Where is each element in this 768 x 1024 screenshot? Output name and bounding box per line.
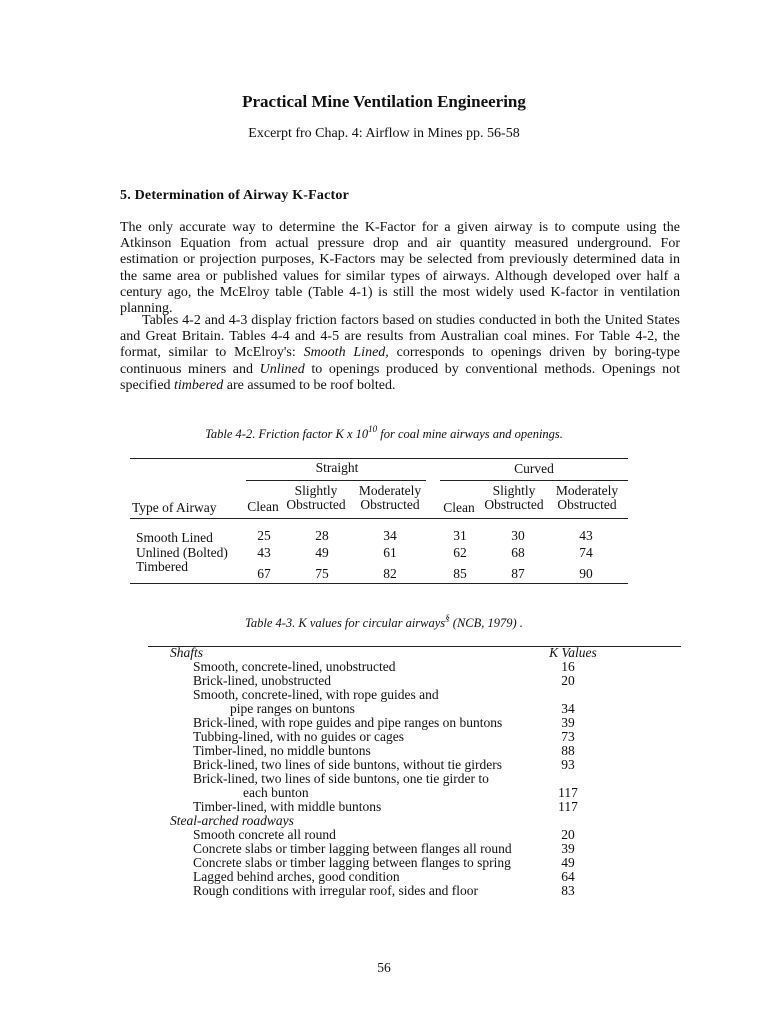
para2-smooth-lined: Smooth Lined,: [303, 345, 389, 361]
roadway-row-desc: Concrete slabs or timber lagging between flanges to spring: [193, 855, 511, 870]
shaft-row-desc: Timber-lined, with middle buntons: [193, 799, 382, 814]
paragraph-2-text: [120, 313, 680, 394]
cell: 87: [511, 566, 525, 581]
cell: 82: [383, 566, 397, 581]
shaft-row-desc: Smooth, concrete-lined, unobstructed: [193, 659, 396, 674]
shaft-row-desc: Tubbing-lined, with no guides or cages: [193, 729, 404, 744]
cell: 62: [453, 545, 467, 560]
shaft-row-value: 73: [561, 729, 575, 744]
roadway-row-desc: Rough conditions with irregular roof, sides and floor: [193, 883, 478, 898]
cell: 28: [315, 528, 329, 543]
row-label-timbered: Timbered: [136, 559, 189, 574]
shafts-heading: Shafts: [170, 645, 204, 660]
roadway-row-value: 20: [561, 827, 575, 842]
col-slightly-straight-1: Slightly: [294, 483, 338, 498]
table-4-3-caption-pre: Table 4-3. K values for circular airways: [245, 616, 446, 630]
shaft-row-desc: Timber-lined, no middle buntons: [193, 743, 371, 758]
shaft-row-value: 20: [561, 673, 575, 688]
cell: 43: [257, 545, 271, 560]
para2-unlined: Unlined: [259, 361, 305, 377]
col-k-values: K Values: [549, 645, 597, 660]
col-slightly-straight-2: Obstructed: [286, 497, 346, 512]
cell: 74: [579, 545, 593, 560]
group-header-straight: Straight: [315, 460, 359, 475]
cell: 90: [579, 566, 593, 581]
excerpt-subtitle: Excerpt fro Chap. 4: Airflow in Mines pp. 56-58: [248, 126, 520, 141]
shaft-row-value: 93: [561, 757, 575, 772]
cell: 31: [453, 528, 467, 543]
paragraph-2: [120, 313, 680, 394]
shaft-row-desc: Brick-lined, two lines of side buntons, without tie girders: [193, 757, 502, 772]
para2-timbered: timbered: [174, 377, 224, 393]
table-4-2-bottom-rule: [130, 583, 628, 584]
cell: 67: [257, 566, 271, 581]
col-moderately-curved-1: Moderately: [555, 483, 619, 498]
row-label-unlined: Unlined (Bolted): [136, 545, 228, 560]
col-clean-curved: Clean: [443, 500, 475, 515]
col-moderately-straight-1: Moderately: [358, 483, 422, 498]
table-4-2-caption-pre: Table 4-2. Friction factor K x 10: [205, 427, 369, 441]
table-4-2-header-rule: [130, 518, 628, 519]
shaft-row-desc: each bunton: [243, 785, 309, 800]
roadway-row-value: 49: [561, 855, 575, 870]
col-slightly-curved-2: Obstructed: [484, 497, 544, 512]
cell: 75: [315, 566, 329, 581]
col-moderately-curved-2: Obstructed: [557, 497, 617, 512]
curved-group-rule: [440, 480, 628, 481]
shaft-row-desc: Brick-lined, with rope guides and pipe ranges on buntons: [193, 715, 503, 730]
roadway-row-value: 83: [561, 883, 575, 898]
paragraph-1-text: The only accurate way to determine the K-Factor for a given airway is to compute using the Atkinson Equation from actual pressure drop and air quantity measured underground. For estimation or projection purposes, K-Factors may be selected from previously determined data in the same area or published values for similar types of airways. Although developed over half a century ago, the McElroy table (Table 4-1) is still the most widely used K-factor in ventilation planning.: [120, 220, 680, 317]
cell: 68: [511, 545, 525, 560]
cell: 61: [383, 545, 397, 560]
para2-part-c: corresponds to openings driven by boring-type continuous miners and: [120, 345, 680, 377]
col-type-of-airway: Type of Airway: [132, 500, 217, 515]
roadway-row-desc: Lagged behind arches, good condition: [193, 869, 400, 884]
roadway-row-value: 64: [561, 869, 575, 884]
cell: 25: [257, 528, 271, 543]
shaft-row-value: 117: [558, 785, 578, 800]
shaft-row-value: 39: [561, 715, 575, 730]
cell: 85: [453, 566, 467, 581]
shaft-row-value: 88: [561, 743, 575, 758]
shaft-row-value: 16: [561, 659, 575, 674]
shaft-row-desc: Brick-lined, unobstructed: [193, 673, 331, 688]
roadway-row-value: 39: [561, 841, 575, 856]
cell: 34: [383, 528, 397, 543]
shaft-row-value: 117: [558, 799, 578, 814]
cell: 43: [579, 528, 593, 543]
shaft-row-value: 34: [561, 701, 575, 716]
table-4-2-caption-post: for coal mine airways and openings.: [377, 427, 563, 441]
row-label-smooth-lined: Smooth Lined: [136, 530, 213, 545]
section-heading: 5. Determination of Airway K-Factor: [120, 188, 349, 203]
paragraph-1: [120, 220, 680, 317]
table-4-3-caption-sup: §: [445, 613, 450, 623]
col-slightly-curved-1: Slightly: [492, 483, 536, 498]
cell: 49: [315, 545, 329, 560]
roadway-row-desc: Concrete slabs or timber lagging between flanges all round: [193, 841, 512, 856]
col-moderately-straight-2: Obstructed: [360, 497, 420, 512]
page-title: Practical Mine Ventilation Engineering: [242, 92, 526, 111]
col-clean-straight: Clean: [247, 499, 279, 514]
para2-part-g: are assumed to be roof bolted.: [223, 377, 396, 393]
table-4-3-caption-post: (NCB, 1979) .: [449, 616, 523, 630]
group-header-curved: Curved: [514, 461, 554, 476]
table-4-2-top-rule: [130, 458, 628, 459]
shaft-row-desc: pipe ranges on buntons: [230, 701, 355, 716]
straight-group-rule: [246, 480, 426, 481]
para2-part-a: Tables 4-2 and 4-3 display friction factors based on studies conducted in both the United States and Great Britain. Tables 4-4 and 4-5 are results from Australian coal mines. For Table 4-2, the format, similar to McElroy's:: [120, 313, 680, 361]
table-4-2-caption: [0, 424, 768, 442]
para2-part-e: to openings produced by conventional methods. Openings not specified: [120, 361, 680, 393]
roadways-heading: Steal-arched roadways: [170, 813, 294, 828]
shaft-row-desc: Smooth, concrete-lined, with rope guides and: [193, 687, 439, 702]
page-number: 56: [377, 960, 391, 975]
roadway-row-desc: Smooth concrete all round: [193, 827, 336, 842]
table-4-2-caption-sup: 10: [368, 424, 378, 434]
table-4-3-caption: [0, 613, 768, 631]
cell: 30: [511, 528, 525, 543]
shaft-row-desc: Brick-lined, two lines of side buntons, one tie girder to: [193, 771, 489, 786]
